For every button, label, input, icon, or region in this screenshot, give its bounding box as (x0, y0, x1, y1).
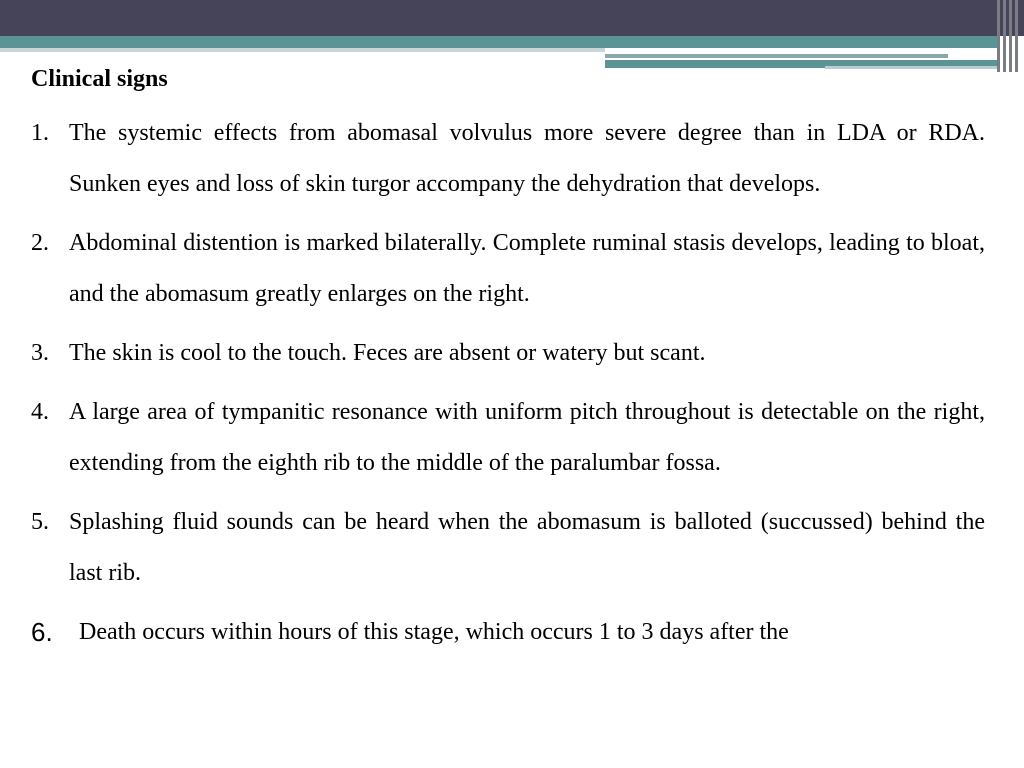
list-number: 4. (31, 399, 49, 425)
list-number: 1. (31, 120, 49, 146)
accent-shadow (0, 48, 605, 52)
decorative-vertical-lines (994, 0, 1024, 72)
list-item-text: Death occurs within hours of this stage, which occurs 1 to 3 days after the (79, 619, 789, 645)
list-item (31, 387, 985, 489)
list-item (31, 497, 985, 599)
slide-content (31, 62, 985, 666)
accent-band (0, 36, 1000, 48)
clinical-signs-list (31, 108, 985, 658)
list-item-text: The skin is cool to the touch. Feces are absent or watery but scant. (69, 340, 706, 366)
list-number: 6. (31, 617, 53, 647)
list-item-text: Abdominal distention is marked bilaterally. Complete ruminal stasis develops, leading to bloat, and the abomasum greatly enlarges on the right. (69, 230, 985, 307)
list-item-text: Splashing fluid sounds can be heard when the abomasum is balloted (succussed) behind the last rib. (69, 509, 985, 586)
list-number: 5. (31, 509, 49, 535)
slide-heading: Clinical signs (31, 66, 168, 92)
accent-stripe (605, 54, 948, 58)
list-item-text: The systemic effects from abomasal volvulus more severe degree than in LDA or RDA. Sunken eyes and loss of skin turgor accompany the dehydration that develops. (69, 120, 985, 197)
list-number: 2. (31, 230, 49, 256)
list-item (31, 108, 985, 210)
list-item (31, 328, 985, 379)
list-item-text: A large area of tympanitic resonance with uniform pitch throughout is detectable on the right, extending from the eighth rib to the middle of the paralumbar fossa. (69, 399, 985, 476)
list-item (31, 607, 985, 658)
slide-title-bar (0, 0, 1024, 36)
list-item (31, 218, 985, 320)
list-number: 3. (31, 340, 49, 366)
